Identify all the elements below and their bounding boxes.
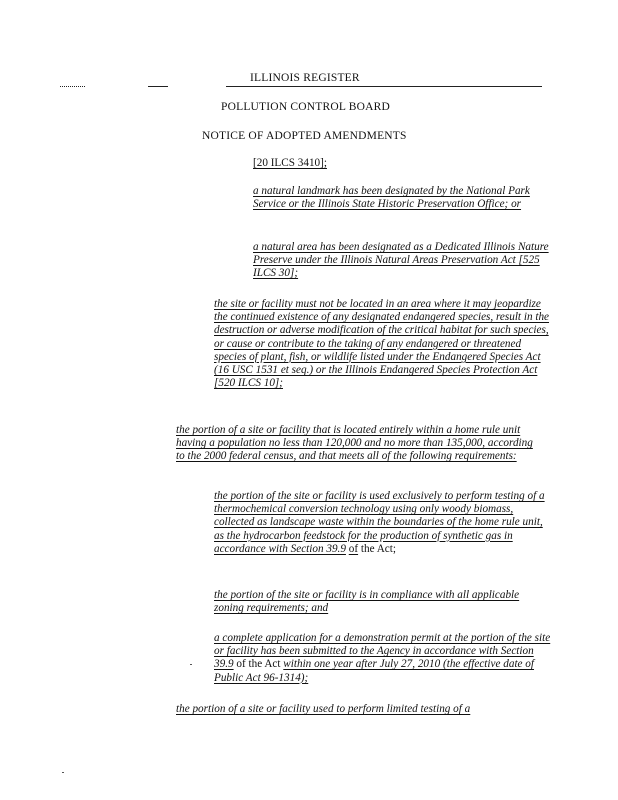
citation-text: [20 ILCS 3410]; xyxy=(253,157,327,169)
scan-speck xyxy=(190,664,192,665)
requirement-demonstration-permit xyxy=(214,632,554,685)
natural-area-clause: a natural area has been designated as a Dedicated Illinois Nature Preserve under the Illinois Natural Areas Preservation Act [525 ILCS 30]; xyxy=(253,241,549,280)
requirement-woody-biomass-tail: the Act; xyxy=(360,542,396,555)
requirement-permit-tail: within one year after July 27, 2010 (the effective date of Public Act 96-1314); xyxy=(214,658,535,684)
requirement-woody-biomass-of: of xyxy=(348,542,359,555)
natural-landmark-clause: a natural landmark has been designated by the National Park Service or the Illinois State Historic Preservation Office; or xyxy=(253,185,530,211)
home-rule-unit-clause: the portion of a site or facility that is located entirely within a home rule unit having a population no less than 120,000 and no more than 135,000, according to the 2000 federal census, and that meets all of the following requirements: xyxy=(176,424,533,463)
requirement-permit-act-ref: of the Act xyxy=(236,658,281,671)
endangered-species-clause: the site or facility must not be located in an area where it may jeopardize the continued existence of any designated endangered species, result in the destruction or adverse modification of the critical habitat for such species, or cause or contribute to the taking of any endangered or threatened species of plant, fish, or wildlife listed under the Endangered Species Act (16 USC 1531 et seq.) or the Illinois Endangered Species Protection Act [520 ILCS 10]; xyxy=(214,298,550,390)
notice-title: NOTICE OF ADOPTED AMENDMENTS xyxy=(202,130,407,142)
scan-speck xyxy=(62,772,64,773)
header-rule xyxy=(226,86,542,87)
requirement-zoning-compliance: the portion of the site or facility is in compliance with all applicable zoning requirements; and xyxy=(214,589,520,615)
register-title: ILLINOIS REGISTER xyxy=(250,72,360,84)
requirement-permit-text: a complete application for a demonstration permit at the portion of the site or facility has been submitted to the Agency in accordance with Section 39.9 xyxy=(214,632,551,671)
requirement-woody-biomass-text: the portion of the site or facility is used exclusively to perform testing of a thermochemical conversion technology using only woody biomass, collected as landscape waste within the boundaries of the home rule unit, as the hydrocarbon feedstock for the production of synthetic gas in accordance with Section 39.9 xyxy=(214,490,545,555)
header-rule-left-fragment xyxy=(60,86,85,87)
board-title: POLLUTION CONTROL BOARD xyxy=(221,101,391,113)
requirement-woody-biomass-testing xyxy=(214,490,554,556)
limited-testing-clause: the portion of a site or facility used to perform limited testing of a xyxy=(176,703,471,715)
header-rule-mid-fragment xyxy=(148,86,168,87)
